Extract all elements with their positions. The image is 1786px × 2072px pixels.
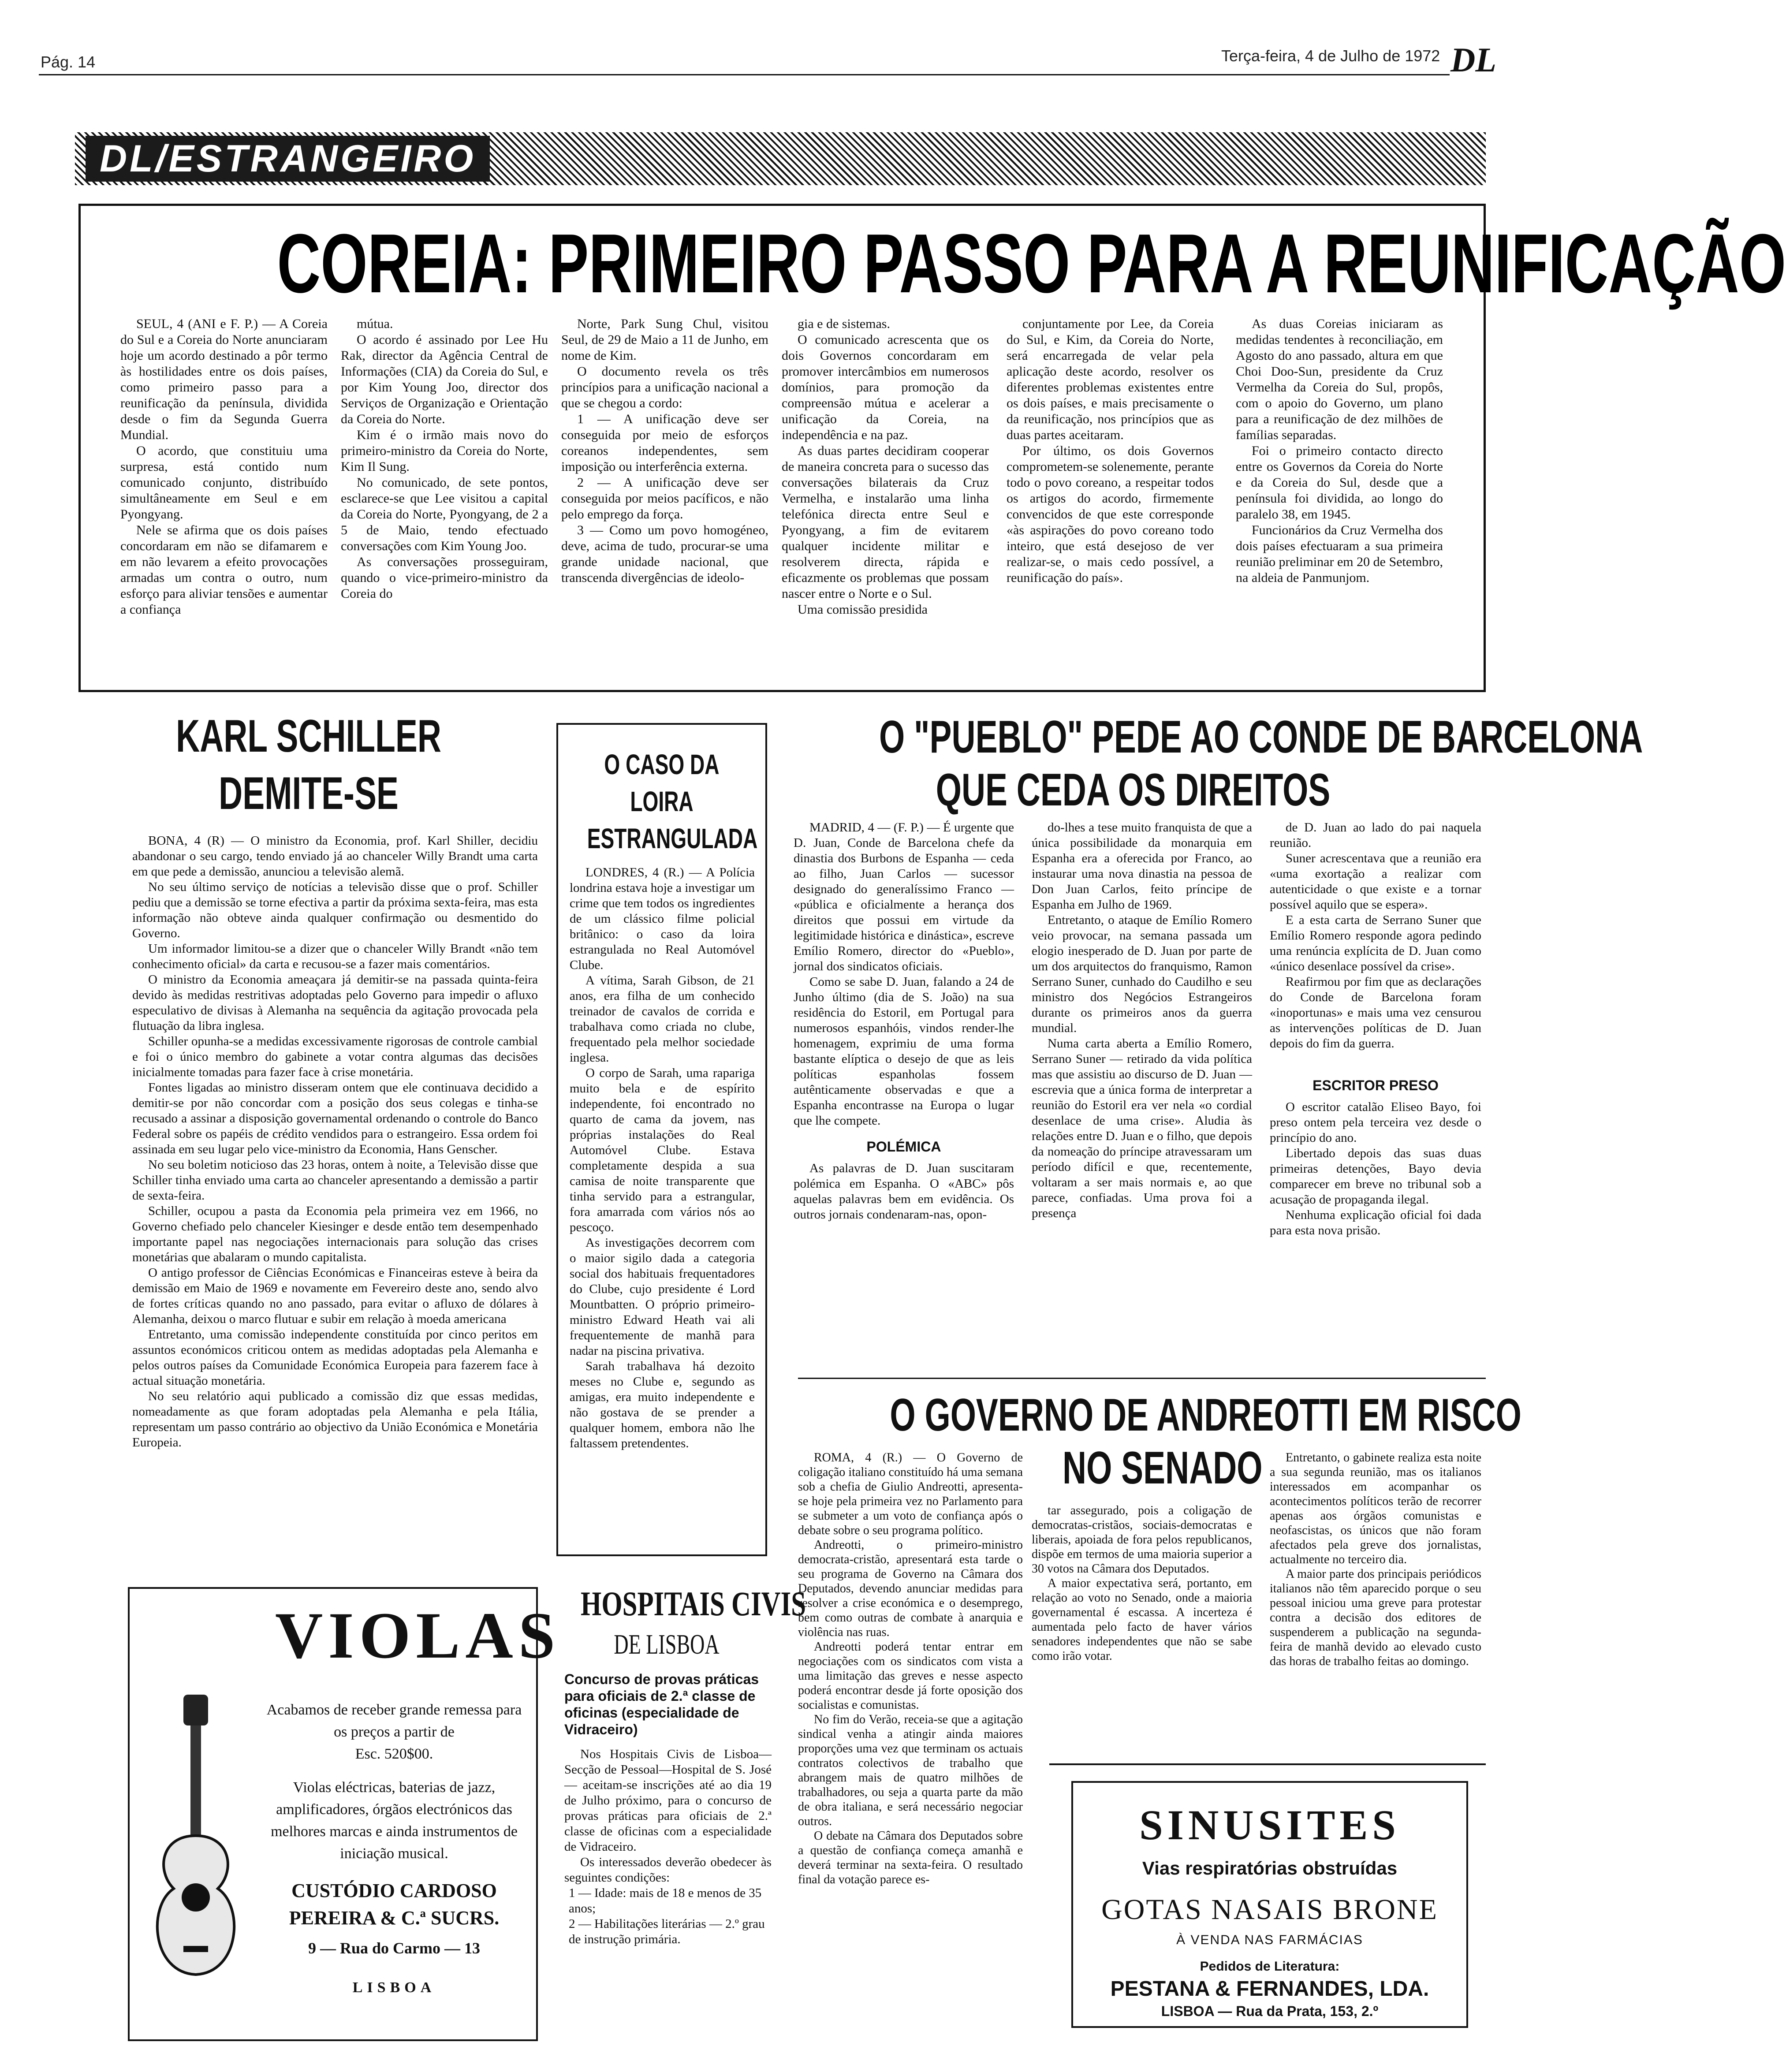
violas-city: LISBOA (352, 1979, 436, 1996)
paragraph: ROMA, 4 (R.) — O Governo de coligação italiano constituído há uma semana sob a chefia de Giulio Andreotti, apresenta-se hoje pela primeira vez no Parlamento para se submeter a um voto de confiança após o debate sobre o seu programa político. (798, 1451, 1023, 1537)
paragraph: tar assegurado, pois a coligação de democratas-cristãos, sociais-democratas e liberais, apoiada de fora pelos republicanos, dispõe em termos de uma maioria superior a 30 votos na Câmara dos Deputados. (1032, 1504, 1252, 1576)
paragraph: BONA, 4 (R) — O ministro da Economia, prof. Karl Shiller, decidiu abandonar o seu cargo, tendo enviado já ao chanceler Willy Brandt uma carta em que pede a demissão, anunciou a televisão alemã. (132, 834, 538, 879)
schiller-headline-1: KARL SCHILLER (176, 711, 441, 762)
paragraph: A vítima, Sarah Gibson, de 21 anos, era filha de um conhecido treinador de cavalos de corrida e trabalhava como criada no clube, frequentado pela melhor sociedade inglesa. (570, 973, 755, 1065)
paragraph: Sarah trabalhava há dezoito meses no Clube e, segundo as amigas, era muito independente e não gostava de se prender a qualquer homem, embora não lhe faltassem pretendentes. (570, 1359, 755, 1450)
loira-body (570, 865, 755, 1544)
section-divider (798, 1378, 1486, 1379)
paragraph: Schiller, ocupou a pasta da Economia pela primeira vez em 1966, no Governo chefiado pelo chanceler Kiesinger e desde então tem desempenhado importante papel nas negociações internacionais para solução das crises monetárias que abalaram o mundo capitalista. (132, 1204, 538, 1264)
paragraph: Nele se afirma que os dois países concordaram em não se difamarem e em não levarem a efeito provocações armadas um contra o outro, num esforço para aliviar tensões e aumentar a confiança (120, 523, 328, 617)
ad-rule (1049, 1763, 1486, 1765)
pueblo-headline-2: QUE CEDA OS DIREITOS (936, 764, 1331, 816)
paragraph: O escritor catalão Eliseo Bayo, foi preso ontem pela terceira vez desde o princípio do ano. (1270, 1100, 1481, 1145)
schiller-body (132, 833, 538, 1556)
paragraph: Fontes ligadas ao ministro disseram ontem que ele continuava decidido a demitir-se por não concordar com a posição dos seus colegas e tinha-se recusado a assinar a disposição governamental ordenando o controle do Banco Federal sobre os papéis de crédito vendidos para o estrangeiro. Essa ordem foi assinada em seu lugar pelo vice-ministro da Economia, Hans Genscher. (132, 1081, 538, 1156)
masthead-rule (39, 74, 1450, 75)
paragraph: Norte, Park Sung Chul, visitou Seul, de 29 de Maio a 11 de Junho, em nome de Kim. (561, 317, 768, 363)
paragraph: Funcionários da Cruz Vermelha dos dois países efectuaram a sua primeira reunião preliminar em 20 de Setembro, na aldeia de Panmunjom. (1236, 523, 1443, 585)
newspaper-logo: DL (1450, 41, 1496, 79)
korea-col-2 (341, 316, 548, 669)
issue-date: Terça-feira, 4 de Julho de 1972 (1221, 47, 1440, 65)
paragraph: O antigo professor de Ciências Económicas e Financeiras esteve à beira da demissão em Maio de 1969 e novamente em Fevereiro deste ano, sendo alvo de fortes críticas quando no ano passado, para evitar o afluxo de dólares à Alemanha, deixou o marco flutuar e subir em relação à moeda americana (132, 1266, 538, 1326)
hospitais-title-2: DE LISBOA (614, 1629, 720, 1660)
sinusites-product: GOTAS NASAIS BRONE (1101, 1893, 1438, 1926)
violas-firm: PEREIRA & C.ª SUCRS. (289, 1907, 500, 1929)
violas-firm: CUSTÓDIO CARDOSO (291, 1880, 497, 1901)
paragraph: O debate na Câmara dos Deputados sobre a questão de confiança começa amanhã e deverá terminar na sexta-feira. O resultado final da votação parece es- (798, 1829, 1023, 1886)
paragraph: No seu último serviço de notícias a televisão disse que o prof. Schiller pediu que a demissão se torne efectiva a partir da próxima sexta-feira, mas esta informação não obteve ainda qualquer confirmação ou desmentido do Governo. (132, 880, 538, 940)
korea-col-3 (561, 316, 768, 669)
paragraph: Entretanto, o ataque de Emílio Romero veio provocar, na semana passada um elogio inesperado de D. Juan por parte de um dos arquitectos do franquismo, Ramon Serrano Suner, cunhado do Caudilho e seu ministro dos Negócios Estrangeiros durante os primeiros anos da guerra mundial. (1032, 913, 1252, 1035)
paragraph: As duas partes decidiram cooperar de maneira concreta para o sucesso das conversações bilaterais da Cruz Vermelha, e instalarão uma linha telefónica directa entre Seul e Pyongyang, a fim de evitarem qualquer incidente militar e resolverem directa, rápida e eficazmente os problemas que possam nascer entre o Norte e o Sul. (782, 443, 989, 601)
paragraph: No seu boletim noticioso das 23 horas, ontem à noite, a Televisão disse que Schiller tinha enviado uma carta ao chanceler apresentando a demissão a partir de sexta-feira. (132, 1158, 538, 1203)
paragraph: Schiller opunha-se a medidas excessivamente rigorosas de controle cambial e foi o único membro do gabinete a votar contra algumas das decisões inicialmente tomadas para fazer face à crise monetária. (132, 1034, 538, 1079)
paragraph: As duas Coreias iniciaram as medidas tendentes à reconciliação, em Agosto do ano passado, altura em que Choi Doo-Sun, presidente da Cruz Vermelha da Coreia do Sul, propôs, com o apoio do Governo, um plano para a reunificação de dez milhões de famílias separadas. (1236, 317, 1443, 442)
hospitais-lead: Concurso de provas práticas para oficiais de 2.ª classe de oficinas (especialidade de Vidraceiro) (564, 1671, 759, 1737)
korea-headline: COREIA: PRIMEIRO PASSO PARA A REUNIFICAÇÃO (277, 217, 1786, 310)
page-number: Pág. 14 (41, 53, 96, 71)
sinusites-address: LISBOA — Rua da Prata, 153, 2.º (1161, 2003, 1379, 2019)
paragraph: O acordo é assinado por Lee Hu Rak, director da Agência Central de Informações (CIA) da Coreia do Sul, e por Kim Young Joo, director dos Serviços de Organização e Orientação da Coreia do Norte. (341, 332, 548, 426)
loira-headline-1: O CASO DA (604, 749, 720, 780)
paragraph: Andreotti, o primeiro-ministro democrata-cristão, apresentará esta tarde o seu programa de Governo na Câmara dos Deputados, devendo anunciar medidas para resolver a crise económica e o desemprego, bem como outras de combate à anarquia e violência nas ruas. (798, 1538, 1023, 1639)
loira-headline-3: ESTRANGULADA (587, 823, 758, 854)
loira-article (556, 723, 767, 1556)
paragraph: Andreotti poderá tentar entrar em negociações com os sindicatos com vista a uma limitação das greves e nesse aspecto poderá encontrar desde já forte oposição dos socialistas e comunistas. (798, 1640, 1023, 1712)
paragraph: As conversações prosseguiram, quando o vice-primeiro-ministro da Coreia do (341, 555, 548, 601)
paragraph: As investigações decorrem com o maior sigilo dada a categoria social dos habituais frequentadores do Clube, cujo presidente é Lord Mountbatten. O próprio primeiro-ministro Edward Heath vai ali frequentemente de manhã para nadar na piscina privativa. (570, 1236, 755, 1358)
korea-col-4 (782, 316, 989, 669)
paragraph: Nenhuma explicação oficial foi dada para esta nova prisão. (1270, 1208, 1481, 1237)
sinusites-subtitle: Vias respiratórias obstruídas (1142, 1858, 1398, 1878)
pueblo-col-1 (794, 820, 1014, 1375)
violas-title: VIOLAS (275, 1599, 561, 1672)
paragraph: Nos Hospitais Civis de Lisboa—Secção de Pessoal—Hospital de S. José — aceitam-se inscrições até ao dia 19 de Julho próximo, para o concurso de provas práticas para oficiais de 2.ª classe de oficinas com a especialidade de Vidraceiro. (564, 1747, 772, 1854)
paragraph: do-lhes a tese muito franquista de que a única possibilidade da monarquia em Espanha era a oferecida por Franco, ao instaurar uma nova dinastia na pessoa de Don Juan Carlos, feito príncipe de Espanha em Julho de 1969. (1032, 820, 1252, 912)
sinusites-request: Pedidos de Literatura: (1200, 1959, 1340, 1974)
paragraph: Foi o primeiro contacto directo entre os Governos da Coreia do Norte e da Coreia do Sul, desde que a península foi dividida, ao longo do paralelo 38, em 1945. (1236, 443, 1443, 522)
andreotti-headline-1: O GOVERNO DE ANDREOTTI EM RISCO (890, 1390, 1521, 1441)
violas-line: Acabamos de receber grande remessa para os preços a partir de (266, 1702, 522, 1740)
sinusites-title: SINUSITES (1139, 1801, 1400, 1848)
paragraph: conjuntamente por Lee, da Coreia do Sul, e Kim, da Coreia do Norte, será encarregada de velar pela aplicação deste acordo, resolver os diferentes problemas existentes entre os dois países, e mais precisamente o da reunificação, nos princípios que as duas partes aceitaram. (1007, 317, 1214, 442)
paragraph: Os interessados deverão obedecer às seguintes condições: (564, 1855, 772, 1885)
loira-headline-2: LOIRA (630, 786, 694, 817)
paragraph: O acordo, que constituiu uma surpresa, está contido num comunicado conjunto, distribuído simultâneamente em Seul e em Pyongyang. (120, 443, 328, 522)
andreotti-col-3 (1270, 1450, 1481, 1750)
hospitais-body (564, 1671, 772, 2050)
hospitais-condition: 2 — Habilitações literárias — 2.º grau de instrução primária. (569, 1917, 765, 1946)
paragraph: MADRID, 4 — (F. P.) — É urgente que D. Juan, Conde de Barcelona chefe da dinastia dos Burbons de Espanha — ceda ao filho, Juan Carlos — sucessor designado do generalíssimo Franco — «pública e oficialmente a herança dos direitos que possui em virtude da legitimidade histórica e dinástica», escreve Emílio Romero, director do «Pueblo», jornal dos sindicatos oficiais. (794, 820, 1014, 973)
paragraph: Kim é o irmão mais novo do primeiro-ministro da Coreia do Norte, Kim Il Sung. (341, 428, 548, 474)
paragraph: Entretanto, o gabinete realiza esta noite a sua segunda reunião, mas os italianos interessados em acompanhar os acontecimentos políticos terão de recorrer apenas aos órgãos comunistas e neofascistas, os únicos que não foram afectados pela greve dos jornalistas, actualmente no terceiro dia. (1270, 1451, 1481, 1566)
paragraph: SEUL, 4 (ANI e F. P.) — A Coreia do Sul e a Coreia do Norte anunciaram hoje um acordo destinado a pôr termo às hostilidades entre os dois países, como primeiro passo para a reunificação da península, dividida desde o fim da Segunda Guerra Mundial. (120, 317, 328, 442)
paragraph: gia e de sistemas. (798, 317, 890, 331)
paragraph: Um informador limitou-se a dizer que o chanceler Willy Brandt «não tem conhecimento oficial» da carta e recusou-se a fazer mais comentários. (132, 942, 538, 971)
violas-price: Esc. 520$00. (355, 1746, 433, 1762)
violas-ad (128, 1587, 561, 2041)
section-banner (75, 132, 1486, 185)
paragraph: Numa carta aberta a Emílio Romero, Serrano Suner — retirado da vida política mas que assistiu ao discurso de D. Juan — escrevia que a única forma de interpretar a reunião do Estoril era ver nela «o cordial desenlace de uma crise». Aludia às relações entre D. Juan e o filho, que depois da nomeação do príncipe atravessaram um período difícil e que, recentemente, voltaram a ser mais normais e, ao que parece, confiadas. Uma prova foi a presença (1032, 1036, 1252, 1220)
pueblo-col-2 (1032, 820, 1252, 1375)
paragraph: A maior parte dos principais periódicos italianos não têm aparecido porque o seu pessoal iniciou uma greve para protestar contra a decisão dos editores de suspenderem a publicação na segunda-feira de manhã devido ao elevado custo das horas de trabalho feitas ao domingo. (1270, 1567, 1481, 1668)
paragraph: O ministro da Economia ameaçara já demitir-se na passada quinta-feira devido às medidas restritivas adoptadas pelo Governo para impedir o afluxo especulativo de divisas à Alemanha na sequência da agitação provocada pela flutuação da libra inglesa. (132, 973, 538, 1033)
escritor-subhead: ESCRITOR PRESO (1312, 1077, 1439, 1093)
sinusites-sale: À VENDA NAS FARMÁCIAS (1176, 1933, 1363, 1947)
violas-line: Violas eléctricas, baterias de jazz, amplificadores, órgãos electrónicos das melhores marcas e ainda instrumentos de iniciação musical. (271, 1779, 518, 1862)
paragraph: No comunicado, de sete pontos, esclarece-se que Lee visitou a capital da Coreia do Norte, Pyongyang, de 2 a 5 de Maio, tendo efectuado conversações com Kim Young Joo. (341, 475, 548, 553)
paragraph: Por último, os dois Governos comprometem-se solenemente, perante todo o povo coreano, a respeitar todos os artigos do acordo, firmemente convencidos de que este corresponde «às aspirações do povo coreano todo inteiro, que está desejoso de ver realizar-se, o mais cedo possível, a reunificação do país». (1007, 443, 1214, 585)
paragraph: Libertado depois das suas duas primeiras detenções, Bayo devia comparecer em breve no tribunal sob a acusação de propaganda ilegal. (1270, 1146, 1481, 1207)
andreotti-col-2 (1032, 1503, 1252, 1750)
paragraph: No seu relatório aqui publicado a comissão diz que essas medidas, nomeadamente as que foram adoptadas pela Alemanha e pela Itália, representam um passo contrário ao objectivo da União Económica e Monetária Europeia. (132, 1389, 538, 1450)
korea-article (78, 204, 1786, 692)
paragraph: O documento revela os três princípios para a unificação nacional a que se chegou a cordo: (561, 364, 768, 410)
paragraph: As palavras de D. Juan suscitaram polémica em Espanha. O «ABC» pôs aquelas palavras bem em evidência. Os outros jornais condenaram-nas, opon- (794, 1161, 1014, 1222)
violas-copy (262, 1699, 526, 1999)
andreotti-headline-2: NO SENADO (1063, 1442, 1263, 1494)
paragraph: 1 — A unificação deve ser conseguida por meio de esforços coreanos independentes, sem imposição ou interferência externa. (561, 412, 768, 474)
sinusites-firm: PESTANA & FERNANDES, LDA. (1110, 1977, 1429, 2001)
korea-col-1 (120, 316, 328, 669)
paragraph: Entretanto, uma comissão independente constituída por cinco peritos em assuntos económicos criticou ontem as medidas adoptadas pela Alemanha e pelos outros países da Comunidade Económica Europeia para fazerem face à actual situação monetária. (132, 1327, 538, 1388)
paragraph: O comunicado acrescenta que os dois Governos concordaram em promover intercâmbios em numerosos domínios, para promoção da compreensão mútua e acelerar a unificação da Coreia, na independência e na paz. (782, 332, 989, 442)
paragraph: LONDRES, 4 (R.) — A Polícia londrina estava hoje a investigar um crime que tem todos os ingredientes de um clássico filme policial britânico: o caso da loira estrangulada no Real Automóvel Clube. (570, 865, 755, 972)
paragraph: No fim do Verão, receia-se que a agitação sindical venha a atingir ainda maiores proporções uma vez que terminam os actuais contratos colectivos de trabalho que abrangem mais de quatro milhões de trabalhadores, ou seja a quarta parte da mão de obra italiana, e será necessário negociar outros. (798, 1713, 1023, 1828)
paragraph: Como se sabe D. Juan, falando a 24 de Junho último (dia de S. João) na sua residência do Estoril, em Portugal para numerosos espanhóis, vindos render-lhe homenagem, exprimiu de uma forma bastante elíptica o desejo de que as leis políticas espanholas fossem autênticamente observadas e que a Espanha encontrasse na Europa o lugar que lhe compete. (794, 975, 1014, 1128)
paragraph: O corpo de Sarah, uma rapariga muito bela e de espírito independente, foi encontrado no quarto de cama da jovem, nas próprias instalações do Real Automóvel Clube. Estava completamente despida a sua camisa de noite transparente que tinha servido para a estrangular, fora amarrada com vários nós ao pescoço. (570, 1066, 755, 1234)
paragraph: E a esta carta de Serrano Suner que Emílio Romero responde agora pedindo uma renúncia explícita de D. Juan como «único desenlace possível da crise». (1270, 913, 1481, 973)
korea-col-6 (1236, 316, 1443, 669)
pueblo-headline-1: O "PUEBLO" PEDE AO CONDE DE BARCELONA (879, 712, 1643, 763)
sinusites-ad (1071, 1781, 1468, 2028)
violas-address: 9 — Rua do Carmo — 13 (308, 1939, 480, 1957)
paragraph: A maior expectativa será, portanto, em relação ao voto no Senado, onde a maioria governamental é escassa. A incerteza é aumentada pelo facto de haver vários senadores independentes que não se sabe como irão votar. (1032, 1576, 1252, 1663)
paragraph: Reafirmou por fim que as declarações do Conde de Barcelona foram «inoportunas» e mais uma vez censurou as intervenções políticas de D. Juan depois do fim da guerra. (1270, 975, 1481, 1051)
andreotti-col-1 (798, 1450, 1023, 2037)
pueblo-subhead: POLÉMICA (866, 1139, 941, 1155)
hospitais-condition: 1 — Idade: mais de 18 e menos de 35 anos; (569, 1886, 762, 1915)
paragraph: mútua. (357, 317, 393, 331)
hospitais-title-1: HOSPITAIS CIVIS (581, 1584, 806, 1623)
schiller-headline-2: DEMITE-SE (219, 768, 399, 819)
korea-col-5 (1007, 316, 1214, 669)
paragraph: Uma comissão presidida (798, 602, 928, 617)
guitar-icon (143, 1690, 257, 1981)
pueblo-col-3 (1270, 820, 1481, 1375)
paragraph: de D. Juan ao lado do pai naquela reunião. (1270, 820, 1481, 850)
paragraph: 3 — Como um povo homogéneo, deve, acima de tudo, procurar-se uma grande unidade nacional, que transcenda divergências de ideolo- (561, 523, 768, 585)
paragraph: 2 — A unificação deve ser conseguida por meios pacíficos, e não pelo emprego da força. (561, 475, 768, 522)
paragraph: Suner acrescentava que a reunião era «uma exortação a realizar com autenticidade o que existe e a tornar possível aquilo que se espera». (1270, 851, 1481, 912)
section-title: DL/ESTRANGEIRO (86, 136, 490, 182)
